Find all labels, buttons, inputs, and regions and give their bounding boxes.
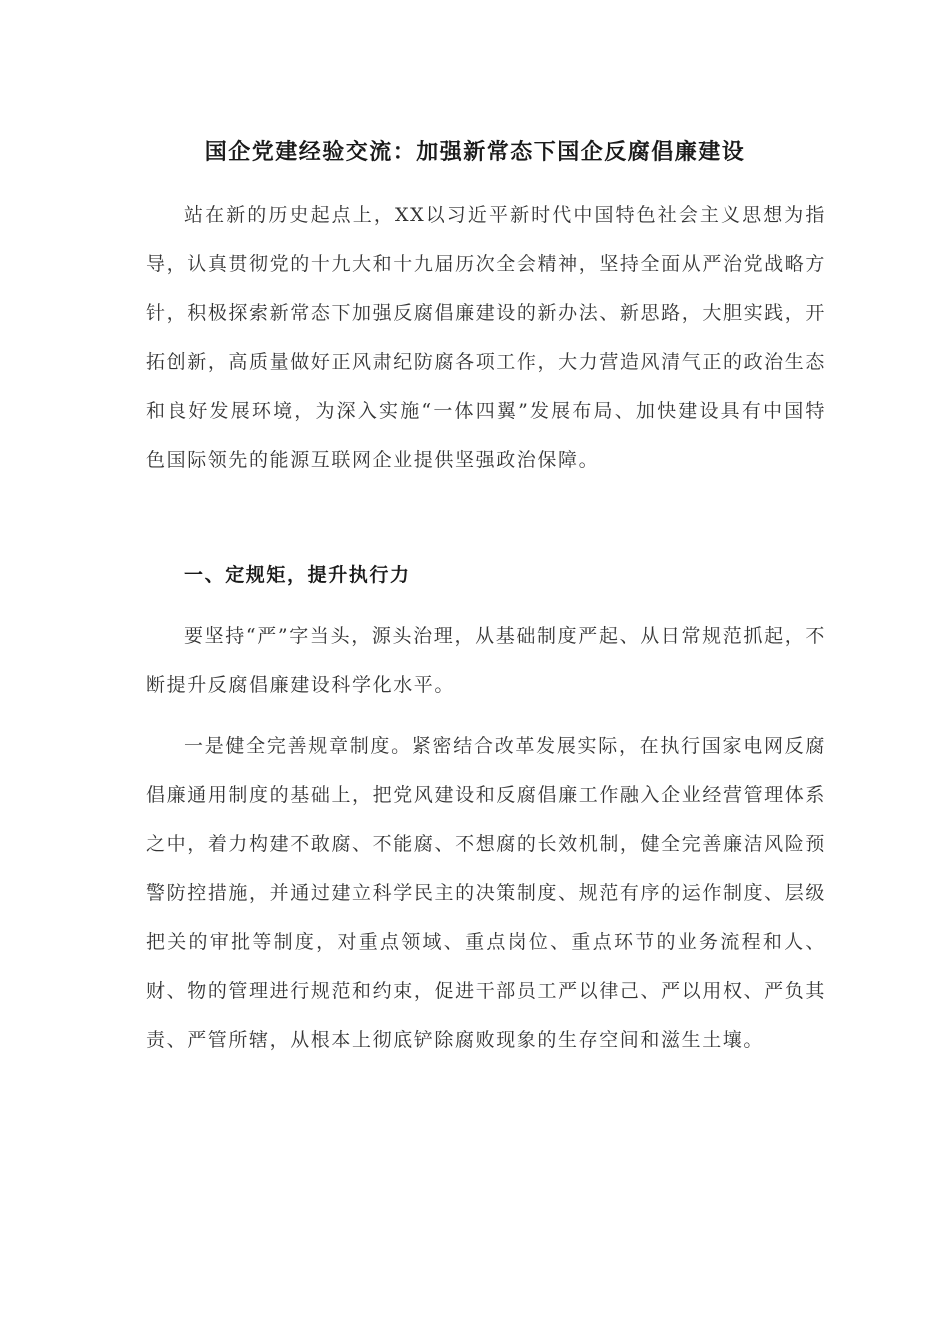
document-title: 国企党建经验交流：加强新常态下国企反腐倡廉建设 bbox=[204, 140, 746, 165]
section-paragraph-1: 要坚持“严”字当头，源头治理，从基础制度严起、从日常规范抓起，不断提升反腐倡廉建设科学化水平。 bbox=[146, 625, 826, 696]
intro-paragraph: 站在新的历史起点上，XX以习近平新时代中国特色社会主义思想为指导，认真贯彻党的十九大和十九届历次全会精神，坚持全面从严治党战略方针，积极探索新常态下加强反腐倡廉建设的新办法、新思路，大胆实践，开拓创新，高质量做好正风肃纪防腐各项工作，大力营造风清气正的政治生态和良好发展环境，为深入实施“一体四翼”发展布局、加快建设具有中国特色国际领先的能源互联网企业提供坚强政治保障。 bbox=[146, 204, 826, 471]
section-paragraph-2: 一是健全完善规章制度。紧密结合改革发展实际，在执行国家电网反腐倡廉通用制度的基础上，把党风建设和反腐倡廉工作融入企业经营管理体系之中，着力构建不敢腐、不能腐、不想腐的长效机制，健全完善廉洁风险预警防控措施，并通过建立科学民主的决策制度、规范有序的运作制度、层级把关的审批等制度，对重点领域、重点岗位、重点环节的业务流程和人、财、物的管理进行规范和约束，促进干部员工严以律己、严以用权、严负其责、严管所辖，从根本上彻底铲除腐败现象的生存空间和滋生土壤。 bbox=[146, 735, 826, 1051]
section-heading: 一、定规矩，提升执行力 bbox=[184, 564, 411, 586]
